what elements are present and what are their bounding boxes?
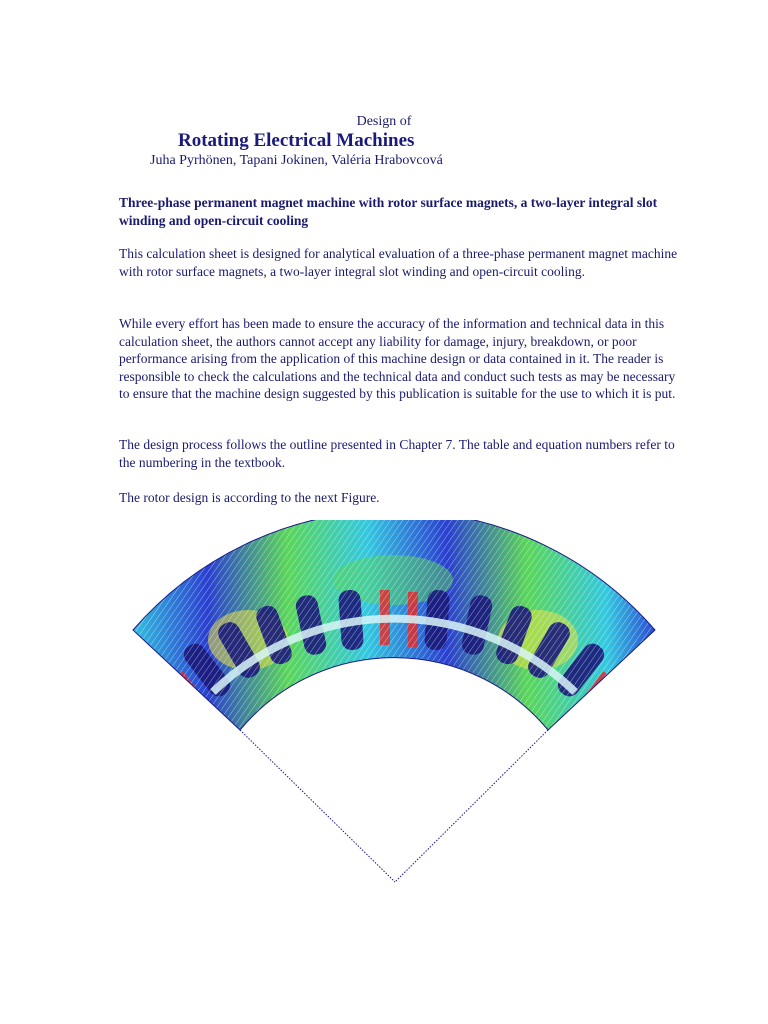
sector-edge-left bbox=[240, 730, 395, 882]
paragraph-disclaimer: While every effort has been made to ensure the accuracy of the information and technical data in this calculation sheet, the authors cannot accept any liability for damage, injury, breakdown, or poor performance arising from the application of this machine design or data contained in it. The reader is responsible to check the calculations and the technical data and conduct such tests as may be necessary to ensure that the machine design suggested by this publication is suitable for the use to which it is put. bbox=[119, 316, 676, 402]
sector-edge-right bbox=[395, 730, 548, 882]
paragraph-rotor: The rotor design is according to the next Figure. bbox=[119, 490, 380, 505]
subtitle: Three-phase permanent magnet machine with rotor surface magnets, a two-layer integral slot winding and open-circuit cooling bbox=[119, 195, 658, 228]
authors: Juha Pyrhönen, Tapani Jokinen, Valéria Hrabovcová bbox=[150, 153, 443, 168]
kicker: Design of bbox=[356, 114, 412, 129]
paragraph-process: The design process follows the outline presented in Chapter 7. The table and equation numbers refer to the numbering in the textbook. bbox=[119, 437, 675, 470]
rotor-fem-figure bbox=[128, 520, 660, 888]
paragraph-intro: This calculation sheet is designed for analytical evaluation of a three-phase permanent magnet machine with rotor surface magnets, a two-layer integral slot winding and open-circuit cooling. bbox=[119, 246, 678, 279]
document-title: Rotating Electrical Machines bbox=[178, 130, 415, 151]
